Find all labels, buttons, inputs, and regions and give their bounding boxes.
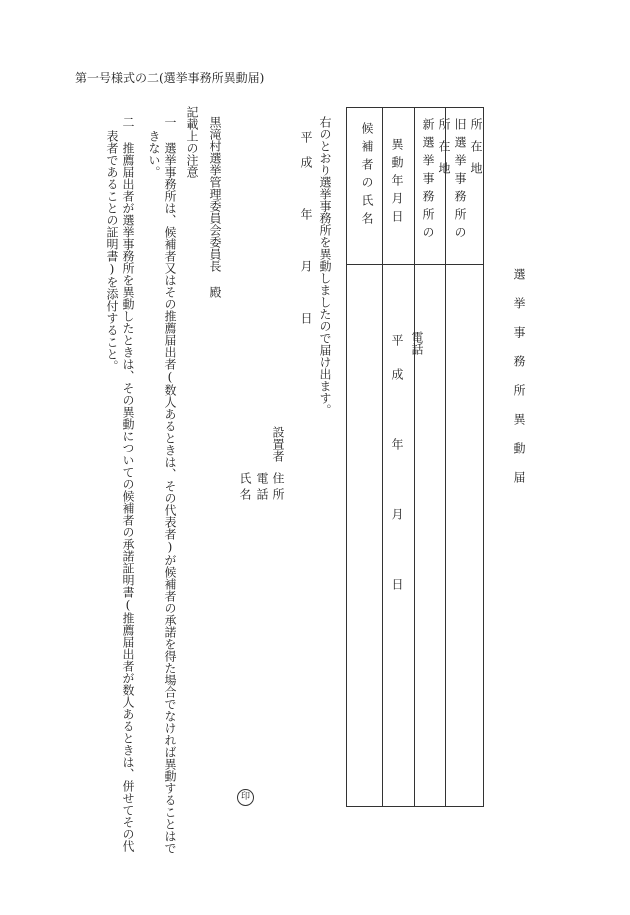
candidate-name-label: 候補者の氏名 [360,122,374,230]
submitter-role: 設置者 [271,426,285,462]
notice-table [346,107,484,807]
submitter-address-label: 住所 [271,472,285,504]
table-column-divider [382,108,383,806]
note-1-line2: きない。 [147,130,161,178]
document-title: 選挙事務所異動届 [512,268,526,500]
old-location-label-line1: 旧選挙事務所の [453,118,467,244]
addressee: 黒滝村選挙管理委員会委員長 殿 [208,116,222,298]
form-number-label: 第一号様式の二(選挙事務所異動届) [75,71,265,85]
submission-date: 平成 年 月 日 [299,131,313,337]
table-column-divider [445,108,446,806]
note-2-line2: 表者であることの証明書)を添付すること。 [105,130,119,372]
submitter-name-label: 氏名 [238,472,252,504]
move-date-value: 平成 年 月 日 [390,334,404,612]
new-location-label-line1: 新選挙事務所の [421,118,435,244]
note-2-line1: 二 推薦届出者が選挙事務所を異動したときは、その異動についての候補者の承諾証明書(推薦届出者が数人あるときは、併せてその代 [121,116,135,852]
table-column-divider [414,108,415,806]
submitter-phone-label: 電話 [255,472,269,504]
notes-heading: 記載上の注意 [185,106,199,178]
declaration-statement: 右のとおり選挙事務所を異動しましたので届け出ます。 [318,116,332,416]
table-header-divider [347,264,483,265]
note-1-line1: 一 選挙事務所は、候補者又はその推薦届出者(数人あるときは、その代表者)が候補者の承諾を得た場合でなければ異動することはで [163,116,177,854]
seal-mark: 印 [237,789,254,806]
new-location-label-line2: 所在地 [437,118,451,184]
old-location-label-line2: 所在地 [469,118,483,184]
move-date-label: 異動年月日 [390,138,404,228]
new-location-phone-label: 電話 [410,331,424,355]
